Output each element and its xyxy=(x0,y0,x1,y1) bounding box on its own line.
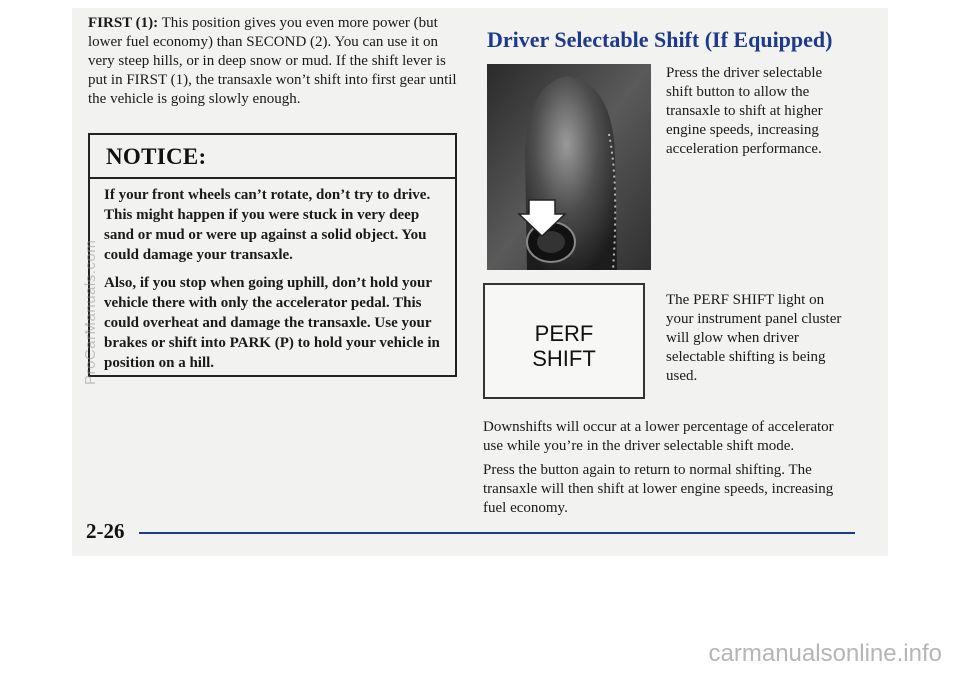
perf-shift-label xyxy=(485,321,643,371)
page-number: 2-26 xyxy=(86,519,125,543)
shift-line: SHIFT xyxy=(532,346,596,371)
press-paragraph: Press the driver selectable shift button to allow the transaxle to shift at higher engine speeds, increasing acceleration performance. xyxy=(666,65,823,157)
shifter-photo xyxy=(487,64,651,270)
footer-watermark: carmanualsonline.info xyxy=(708,640,942,667)
first-gear-label: FIRST (1): xyxy=(88,15,159,31)
notice-paragraph-2: Also, if you stop when going uphill, don’t hold your vehicle there with only the accelerator pedal. This could overheat and damage the transaxle. Use your brakes or shift into PARK (P) to hold your vehicle in position on a hill. xyxy=(104,275,440,371)
shifter-illustration xyxy=(487,64,651,270)
notice-box xyxy=(88,133,457,377)
notice-body xyxy=(104,185,444,381)
downshift-paragraph: Downshifts will occur at a lower percentage of accelerator use while you’re in the driver selectable shift mode. xyxy=(483,419,834,454)
footer-rule xyxy=(139,532,855,534)
side-watermark: ProCarManuals.com xyxy=(82,239,99,385)
notice-title: NOTICE: xyxy=(106,144,207,169)
return-paragraph: Press the button again to return to normal shifting. The transaxle will then shift at lower engine speeds, increasing fuel economy. xyxy=(483,462,834,516)
first-gear-paragraph xyxy=(88,14,460,109)
notice-header xyxy=(90,135,455,179)
perf-line: PERF xyxy=(534,321,594,346)
notice-paragraph-1: If your front wheels can’t rotate, don’t try to drive. This might happen if you were stuck in very deep sand or mud or were up against a solid object. You could damage your transaxle. xyxy=(104,187,431,263)
perf-shift-indicator xyxy=(483,283,645,399)
perf-light-paragraph: The PERF SHIFT light on your instrument panel cluster will glow when driver selectable shifting is being used. xyxy=(666,292,842,384)
section-title: Driver Selectable Shift (If Equipped) xyxy=(487,27,833,52)
first-gear-text: This position gives you even more power (but lower fuel economy) than SECOND (2). You can use it on very steep hills, or in deep snow or mud. If the shift lever is put in FIRST (1), the transaxle won’t shift into first gear until the vehicle is going slowly enough. xyxy=(88,15,457,107)
